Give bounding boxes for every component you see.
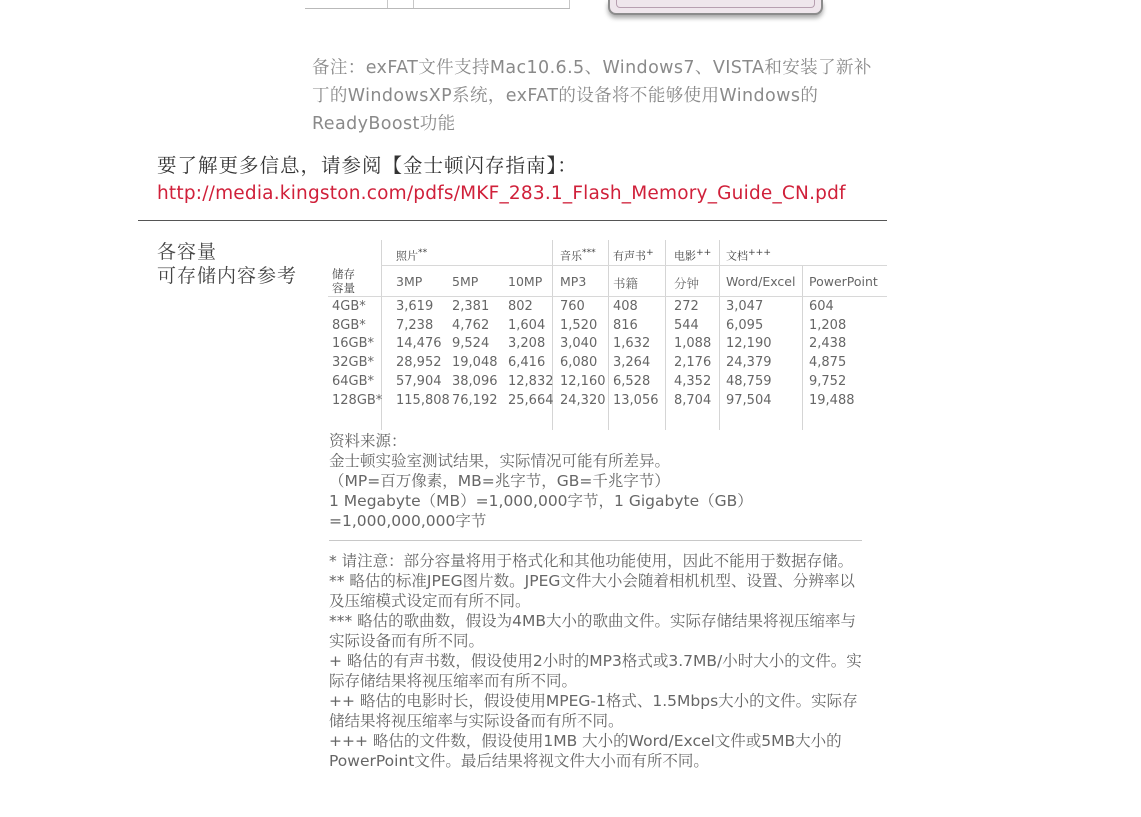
cell: 6,528 (613, 374, 651, 389)
subheader: 分钟 (674, 276, 700, 291)
cell: 12,190 (726, 336, 772, 351)
subheader: MP3 (560, 274, 587, 289)
cell: 1,520 (560, 318, 598, 333)
cell: 1,088 (674, 336, 712, 351)
cell: 408 (613, 299, 638, 314)
cell: 7,238 (396, 318, 434, 333)
source-line: 资料来源： (329, 432, 407, 450)
section-title (157, 240, 297, 288)
footnotes (329, 551, 869, 771)
subheader: 3MP (396, 274, 423, 289)
subheader: Word/Excel (726, 274, 796, 289)
group-header-documents: 文档+++ (726, 247, 772, 263)
section-title-line1: 各容量 (157, 241, 218, 263)
cell: 1,604 (508, 318, 546, 333)
group-header-audiobooks: 有声书+ (613, 247, 654, 263)
footnote: ++ 略估的电影时长，假设使用MPEG-1格式、1.5Mbps大小的文件。实际存储结果将视压缩率与实际设备而有所不同。 (329, 692, 858, 730)
cell: 14,476 (396, 336, 442, 351)
cell: 4,875 (809, 355, 847, 370)
capacity-table (328, 240, 887, 430)
footnote: + 略估的有声书数，假设使用2小时的MP3格式或3.7MB/小时大小的文件。实际存储结果将视压缩率而有所不同。 (329, 652, 862, 690)
cell-capacity: 16GB* (332, 336, 375, 351)
cell: 3,040 (560, 336, 598, 351)
cell: 1,208 (809, 318, 847, 333)
cell: 760 (560, 299, 585, 314)
top-image-fragment (0, 0, 1141, 30)
col-divider (719, 240, 720, 430)
cell: 28,952 (396, 355, 442, 370)
cell: 816 (613, 318, 638, 333)
cell: 115,808 (396, 393, 450, 408)
cell: 76,192 (452, 393, 498, 408)
cell: 19,488 (809, 393, 855, 408)
cell: 6,416 (508, 355, 546, 370)
cell: 2,438 (809, 336, 847, 351)
footnote: *** 略估的歌曲数，假设为4MB大小的歌曲文件。实际存储结果将视压缩率与实际设备而有所不同。 (329, 612, 857, 650)
cell: 1,632 (613, 336, 651, 351)
row-divider (328, 296, 887, 297)
group-header-music: 音乐*** (560, 247, 596, 263)
cell: 9,524 (452, 336, 490, 351)
cell: 19,048 (452, 355, 498, 370)
cell: 4,762 (452, 318, 490, 333)
more-info-heading: 要了解更多信息，请参阅【金士顿闪存指南】： (157, 154, 578, 177)
subheader: 书籍 (613, 276, 639, 291)
cell: 604 (809, 299, 834, 314)
capacity-header: 储存 容量 (332, 267, 355, 295)
source-line: 1 Megabyte（MB）=1,000,000字节，1 Gigabyte（GB）=1,000,000,000字节 (329, 492, 753, 530)
col-divider (802, 265, 803, 430)
cell: 24,320 (560, 393, 606, 408)
cell: 3,619 (396, 299, 434, 314)
col-divider (608, 240, 609, 430)
group-header-photos: 照片** (396, 247, 428, 263)
exfat-note: 备注：exFAT文件支持Mac10.6.5、Windows7、VISTA和安装了新补丁的WindowsXP系统，exFAT的设备将不能够使用Windows的ReadyBoost功能 (312, 58, 872, 134)
cell: 48,759 (726, 374, 772, 389)
cell: 3,264 (613, 355, 651, 370)
cell-capacity: 8GB* (332, 318, 366, 333)
subheader: PowerPoint (809, 274, 878, 289)
source-line: （MP=百万像素，MB=兆字节，GB=千兆字节） (329, 472, 670, 490)
cell: 3,047 (726, 299, 764, 314)
row-divider (381, 265, 887, 266)
flash-guide-link[interactable]: http://media.kingston.com/pdfs/MKF_283.1_Flash_Memory_Guide_CN.pdf (157, 183, 846, 204)
dialog-image-fragment (608, 0, 823, 15)
table-image-fragment (305, 0, 570, 9)
source-line: 金士顿实验室测试结果，实际情况可能有所差异。 (329, 452, 671, 470)
cell: 8,704 (674, 393, 712, 408)
cell: 272 (674, 299, 699, 314)
cell-capacity: 32GB* (332, 355, 375, 370)
divider (329, 540, 862, 541)
cell-capacity: 128GB* (332, 393, 383, 408)
cell: 3,208 (508, 336, 546, 351)
cell: 57,904 (396, 374, 442, 389)
subheader: 5MP (452, 274, 479, 289)
cell: 6,080 (560, 355, 598, 370)
cell: 25,664 (508, 393, 554, 408)
cell: 12,160 (560, 374, 606, 389)
footnote: +++ 略估的文件数，假设使用1MB 大小的Word/Excel文件或5MB大小的PowerPoint文件。最后结果将视文件大小而有所不同。 (329, 732, 842, 770)
cell-capacity: 64GB* (332, 374, 375, 389)
cell-capacity: 4GB* (332, 299, 366, 314)
group-header-movies: 电影++ (674, 247, 712, 263)
footnote: ** 略估的标准JPEG图片数。JPEG文件大小会随着相机机型、设置、分辨率以及压缩模式设定而有所不同。 (329, 572, 855, 610)
cell: 802 (508, 299, 533, 314)
cell: 4,352 (674, 374, 712, 389)
cell: 9,752 (809, 374, 847, 389)
cell: 97,504 (726, 393, 772, 408)
section-title-line2: 可存储内容参考 (157, 265, 298, 287)
footnote: * 请注意：部分容量将用于格式化和其他功能使用，因此不能用于数据存储。 (329, 552, 854, 570)
subheader: 10MP (508, 274, 543, 289)
cell: 24,379 (726, 355, 772, 370)
cell: 544 (674, 318, 699, 333)
cell: 13,056 (613, 393, 659, 408)
cell: 38,096 (452, 374, 498, 389)
cell: 12,832 (508, 374, 554, 389)
col-divider (665, 240, 666, 430)
data-source (329, 431, 869, 531)
cell: 6,095 (726, 318, 764, 333)
divider (138, 220, 887, 221)
cell: 2,381 (452, 299, 490, 314)
cell: 2,176 (674, 355, 712, 370)
